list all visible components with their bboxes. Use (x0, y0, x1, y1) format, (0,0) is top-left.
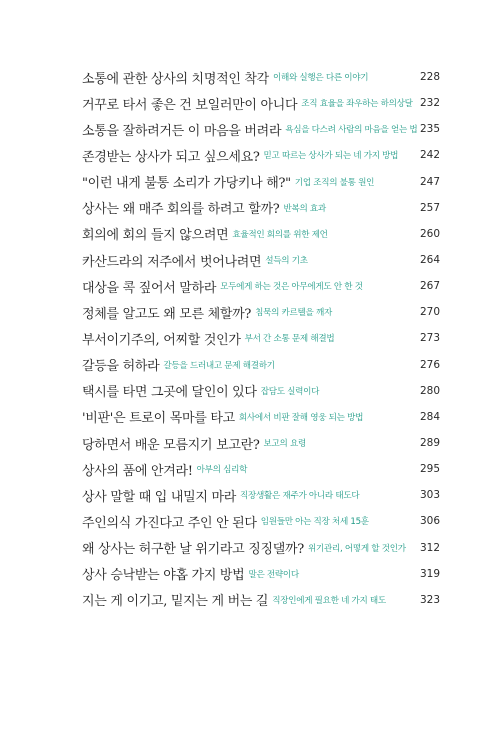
toc-entry[interactable] (82, 508, 440, 534)
toc-entry-page-number: 235 (419, 123, 440, 136)
toc-entry[interactable] (82, 430, 440, 456)
toc-entry-page-number: 289 (419, 437, 440, 450)
toc-entry-title: 지는 게 이기고, 밑지는 게 버는 길 (82, 594, 269, 610)
toc-entry[interactable] (82, 404, 440, 430)
toc-entry[interactable] (82, 378, 440, 404)
toc-entry-subtitle: 욕심을 다스려 사람의 마음을 얻는 법 (285, 125, 418, 136)
toc-entry[interactable] (82, 482, 440, 508)
toc-entry[interactable] (82, 169, 440, 195)
toc-entry-subtitle: 직장생활은 재주가 아니라 태도다 (240, 491, 360, 502)
toc-entry-subtitle: 잡담도 실력이다 (260, 386, 320, 397)
toc-entry[interactable] (82, 116, 440, 142)
toc-entry-title: "이런 내게 불통 소리가 가당키나 해?" (82, 176, 291, 192)
toc-entry-subtitle: 임원들만 아는 직장 처세 15훈 (260, 517, 369, 528)
toc-entry-subtitle: 설득의 기초 (265, 256, 308, 267)
toc-entry-page-number: 276 (419, 358, 440, 371)
toc-entry-page-number: 323 (419, 593, 440, 606)
toc-entry[interactable] (82, 299, 440, 325)
toc-entry-page-number: 247 (419, 175, 440, 188)
toc-entry-title: 갈등을 허하라 (82, 359, 160, 375)
toc-entry-subtitle: 반복의 효과 (283, 203, 326, 214)
toc-entry-page-number: 306 (419, 515, 440, 528)
toc-entry-title: 왜 상사는 허구한 날 위기라고 징징댈까? (82, 542, 304, 558)
toc-entry-subtitle: 이해와 실행은 다른 이야기 (272, 73, 369, 84)
toc-entry-subtitle: 위기관리, 어떻게 할 것인가 (307, 543, 406, 554)
toc-entry-title: 소통을 잘하려거든 이 마음을 버려라 (82, 123, 282, 139)
toc-entry-title: 존경받는 상사가 되고 싶으세요? (82, 149, 260, 165)
toc-entry-subtitle: 아부의 심리학 (196, 465, 248, 476)
toc-entry-title: 당하면서 배운 모름지기 보고란? (82, 437, 260, 453)
toc-entry-page-number: 284 (419, 410, 440, 423)
toc-entry[interactable] (82, 352, 440, 378)
toc-entry-page-number: 319 (419, 567, 440, 580)
toc-entry-title: 카산드라의 저주에서 벗어나려면 (82, 254, 262, 270)
toc-entry-page-number: 257 (419, 201, 440, 214)
toc-entry[interactable] (82, 195, 440, 221)
toc-entry-subtitle: 믿고 따르는 상사가 되는 네 가지 방법 (263, 151, 399, 162)
toc-entry-subtitle: 회사에서 비판 잘해 영웅 되는 방법 (238, 412, 364, 423)
toc-entry-subtitle: 효율적인 회의를 위한 제언 (232, 229, 328, 240)
toc-entry[interactable] (82, 535, 440, 561)
toc-entry-page-number: 270 (419, 306, 440, 319)
toc-entry[interactable] (82, 325, 440, 351)
toc-entry-page-number: 267 (419, 280, 440, 293)
toc-entry-subtitle: 모두에게 하는 것은 아무에게도 안 한 것 (220, 282, 363, 293)
toc-entry-title: 거꾸로 타서 좋은 건 보일러만이 아니다 (82, 97, 298, 113)
toc-entry-title: 상사 말할 때 입 내밀지 마라 (82, 489, 236, 505)
toc-entry-subtitle: 보고의 요령 (263, 439, 306, 450)
toc-entry-page-number: 242 (419, 149, 440, 162)
toc-entry[interactable] (82, 64, 440, 90)
toc-entry-page-number: 228 (419, 71, 440, 84)
toc-entry[interactable] (82, 90, 440, 116)
toc-entry-title: 주인의식 가진다고 주인 안 된다 (82, 515, 257, 531)
toc-entry-page-number: 264 (419, 254, 440, 267)
toc-entry-title: 택시를 타면 그곳에 달인이 있다 (82, 385, 257, 401)
toc-entry-subtitle: 기업 조직의 불통 원인 (294, 177, 375, 188)
toc-entry-title: 상사는 왜 매주 회의를 하려고 할까? (82, 202, 280, 218)
toc-entry-title: 정체를 알고도 왜 모른 체할까? (82, 306, 252, 322)
toc-entry-subtitle: 말은 전략이다 (248, 569, 299, 580)
toc-entry-subtitle: 부서 간 소통 문제 해결법 (244, 334, 335, 345)
toc-entry-title: '비판'은 트로이 목마를 타고 (82, 411, 235, 427)
toc-entry[interactable] (82, 247, 440, 273)
toc-entry[interactable] (82, 456, 440, 482)
toc-entry-title: 소통에 관한 상사의 치명적인 착각 (82, 71, 269, 87)
table-of-contents (82, 64, 440, 613)
toc-entry-page-number: 232 (419, 97, 440, 110)
toc-entry-page-number: 303 (419, 489, 440, 502)
toc-entry-page-number: 295 (419, 463, 440, 476)
toc-entry-subtitle: 갈등을 드러내고 문제 해결하기 (163, 360, 275, 371)
toc-entry-page-number: 273 (419, 332, 440, 345)
toc-entry-subtitle: 침묵의 카르텔을 깨자 (255, 308, 332, 319)
toc-entry-subtitle: 조직 효율을 좌우하는 하의상달 (301, 99, 413, 110)
toc-entry-title: 회의에 회의 들지 않으려면 (82, 228, 229, 244)
toc-entry-title: 상사 승낙받는 야홉 가지 방법 (82, 568, 245, 584)
toc-entry-page-number: 312 (419, 541, 440, 554)
toc-entry-subtitle: 직장인에게 필요한 네 가지 태도 (272, 595, 386, 606)
toc-entry-title: 부서이기주의, 어찌할 것인가 (82, 332, 241, 348)
toc-entry[interactable] (82, 561, 440, 587)
toc-entry-page-number: 260 (419, 227, 440, 240)
toc-entry[interactable] (82, 221, 440, 247)
toc-entry-page-number: 280 (419, 384, 440, 397)
toc-entry-title: 상사의 품에 안겨라! (82, 463, 193, 479)
toc-entry[interactable] (82, 273, 440, 299)
toc-entry[interactable] (82, 587, 440, 613)
toc-entry-title: 대상을 콕 짚어서 말하라 (82, 280, 217, 296)
toc-entry[interactable] (82, 142, 440, 168)
